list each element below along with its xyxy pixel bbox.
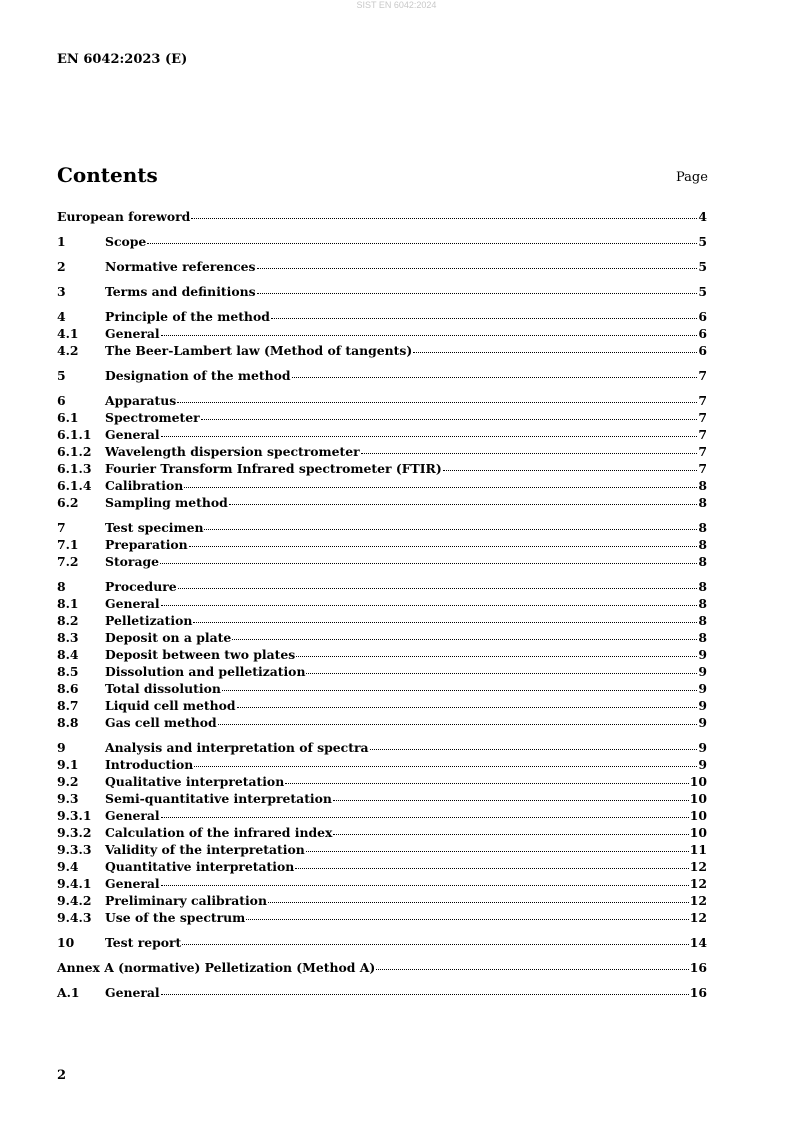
toc-entry-page: 9: [698, 698, 707, 713]
toc-entry-title: Storage: [105, 554, 160, 569]
dot-leader: [246, 918, 688, 920]
dot-leader: [161, 604, 698, 606]
dot-leader: [161, 816, 689, 818]
toc-entry-number: 1: [57, 234, 66, 249]
toc-entry-title: Wavelength dispersion spectrometer: [105, 444, 360, 459]
dot-leader: [178, 587, 698, 589]
toc-entry[interactable]: [57, 426, 707, 443]
toc-entry-title: Calibration: [105, 478, 184, 493]
toc-entry-page: 9: [698, 664, 707, 679]
toc-entry[interactable]: [57, 909, 707, 926]
dot-leader: [161, 884, 689, 886]
toc-entry[interactable]: [57, 892, 707, 909]
toc-entry-page: 6: [698, 326, 707, 341]
dot-leader: [201, 418, 698, 420]
toc-entry-page: 12: [689, 893, 707, 908]
toc-entry-page: 12: [689, 876, 707, 891]
toc-entry-title: Qualitative interpretation: [105, 774, 285, 789]
table-of-contents: [57, 208, 707, 1001]
toc-entry-page: 6: [698, 309, 707, 324]
dot-leader: [237, 706, 698, 708]
dot-leader: [306, 850, 689, 852]
toc-entry[interactable]: [57, 680, 707, 697]
toc-entry[interactable]: [57, 536, 707, 553]
toc-entry[interactable]: [57, 308, 707, 325]
toc-entry-page: 10: [689, 808, 707, 823]
toc-entry-page: 7: [698, 444, 707, 459]
toc-entry[interactable]: [57, 646, 707, 663]
toc-entry-number: 9.3.3: [57, 842, 92, 857]
dot-leader: [204, 528, 697, 530]
page-number: 2: [57, 1068, 67, 1083]
dot-leader: [376, 968, 689, 970]
toc-entry-number: 8.5: [57, 664, 79, 679]
toc-entry-title: Introduction: [105, 757, 194, 772]
toc-entry-number: 9: [57, 740, 66, 755]
toc-entry-page: 8: [698, 537, 707, 552]
toc-entry-annex-a[interactable]: [57, 959, 707, 976]
toc-entry-number: 8.7: [57, 698, 79, 713]
toc-entry[interactable]: [57, 934, 707, 951]
toc-entry[interactable]: [57, 519, 707, 536]
dot-leader: [194, 765, 697, 767]
toc-entry-title: Deposit on a plate: [105, 630, 232, 645]
toc-entry[interactable]: [57, 233, 707, 250]
toc-entry-page: 8: [698, 596, 707, 611]
toc-entry[interactable]: [57, 443, 707, 460]
dot-leader: [271, 317, 698, 319]
toc-entry-page: 9: [698, 740, 707, 755]
toc-entry[interactable]: [57, 756, 707, 773]
toc-entry-page: 8: [698, 554, 707, 569]
toc-entry[interactable]: [57, 460, 707, 477]
dot-leader: [296, 655, 697, 657]
dot-leader: [285, 782, 689, 784]
toc-entry-page: 10: [689, 791, 707, 806]
toc-entry-title: Semi-quantitative interpretation: [105, 791, 332, 806]
toc-entry[interactable]: [57, 595, 707, 612]
toc-entry-title: Deposit between two plates: [105, 647, 296, 662]
toc-entry-page: 7: [698, 410, 707, 425]
toc-entry-title: Terms and definitions: [105, 284, 256, 299]
toc-entry-number: 7.2: [57, 554, 79, 569]
toc-entry-page: 16: [689, 960, 707, 975]
toc-entry[interactable]: [57, 739, 707, 756]
toc-entry-title: Gas cell method: [105, 715, 217, 730]
dot-leader: [268, 901, 689, 903]
toc-entry[interactable]: [57, 553, 707, 570]
toc-entry[interactable]: [57, 714, 707, 731]
toc-entry[interactable]: [57, 409, 707, 426]
toc-entry[interactable]: [57, 494, 707, 511]
toc-entry-page: 11: [689, 842, 707, 857]
toc-entry-number: 6.1.4: [57, 478, 92, 493]
toc-entry[interactable]: [57, 984, 707, 1001]
toc-entry[interactable]: [57, 824, 707, 841]
toc-entry-number: 8.3: [57, 630, 79, 645]
toc-entry-title: Designation of the method: [105, 368, 291, 383]
toc-entry-page: 8: [698, 478, 707, 493]
toc-entry-page: 7: [698, 368, 707, 383]
toc-entry-number: 6: [57, 393, 66, 408]
watermark: SIST EN 6042:2024: [356, 0, 437, 10]
dot-leader: [161, 993, 689, 995]
toc-entry[interactable]: [57, 697, 707, 714]
toc-entry-title: General: [105, 596, 160, 611]
toc-entry-number: 9.4.2: [57, 893, 92, 908]
dot-leader: [333, 833, 688, 835]
toc-entry-title: Scope: [105, 234, 147, 249]
toc-entry-page: 9: [698, 647, 707, 662]
toc-entry-page: 4: [698, 209, 707, 224]
toc-entry-number: 4.1: [57, 326, 79, 341]
dot-leader: [232, 638, 697, 640]
toc-entry-page: 7: [698, 427, 707, 442]
toc-entry-number: 9.4.1: [57, 876, 92, 891]
toc-entry[interactable]: [57, 790, 707, 807]
toc-entry-number: 7.1: [57, 537, 79, 552]
dot-leader: [191, 217, 697, 219]
toc-entry-number: 2: [57, 259, 66, 274]
toc-entry[interactable]: [57, 612, 707, 629]
dot-leader: [257, 292, 698, 294]
toc-entry[interactable]: [57, 477, 707, 494]
dot-leader: [257, 267, 698, 269]
toc-entry[interactable]: [57, 578, 707, 595]
toc-entry-page: 7: [698, 393, 707, 408]
toc-entry-number: 4: [57, 309, 66, 324]
dot-leader: [193, 621, 697, 623]
toc-entry-number: 6.1.2: [57, 444, 92, 459]
toc-entry-title: Dissolution and pelletization: [105, 664, 306, 679]
toc-entry-page: 8: [698, 579, 707, 594]
toc-entry-number: 8.1: [57, 596, 79, 611]
toc-entry-title: Preliminary calibration: [105, 893, 267, 908]
dot-leader: [229, 503, 698, 505]
dot-leader: [370, 748, 698, 750]
dot-leader: [443, 469, 698, 471]
toc-entry-number: 9.3: [57, 791, 79, 806]
dot-leader: [333, 799, 689, 801]
toc-entry-title: Test specimen: [105, 520, 204, 535]
toc-entry-page: 12: [689, 859, 707, 874]
dot-leader: [161, 435, 698, 437]
toc-entry-title: Apparatus: [105, 393, 177, 408]
toc-entry[interactable]: [57, 841, 707, 858]
toc-entry-number: 6.1: [57, 410, 79, 425]
toc-entry-page: 8: [698, 630, 707, 645]
toc-entry-number: 8.4: [57, 647, 79, 662]
toc-entry-title: General: [105, 985, 160, 1000]
dot-leader: [177, 401, 697, 403]
dot-leader: [189, 545, 698, 547]
toc-entry-number: 9.3.2: [57, 825, 92, 840]
page-column-label: Page: [676, 170, 708, 185]
toc-entry-number: 9.3.1: [57, 808, 92, 823]
toc-entry-title: General: [105, 326, 160, 341]
contents-title: Contents: [57, 163, 158, 187]
toc-entry-title: Calculation of the infrared index: [105, 825, 333, 840]
toc-entry[interactable]: [57, 283, 707, 300]
toc-entry-title: Principle of the method: [105, 309, 270, 324]
toc-entry-title: Total dissolution: [105, 681, 221, 696]
toc-entry-number: 8.2: [57, 613, 79, 628]
toc-entry-title: Procedure: [105, 579, 177, 594]
toc-entry-title: Use of the spectrum: [105, 910, 246, 925]
toc-entry-number: A.1: [57, 985, 80, 1000]
toc-entry[interactable]: [57, 858, 707, 875]
dot-leader: [161, 334, 698, 336]
toc-entry-foreword[interactable]: [57, 208, 707, 225]
toc-entry[interactable]: [57, 258, 707, 275]
toc-entry-title: European foreword: [57, 209, 191, 224]
toc-entry-page: 10: [689, 825, 707, 840]
toc-entry-title: Sampling method: [105, 495, 228, 510]
toc-entry-number: 6.1.1: [57, 427, 92, 442]
toc-entry-number: 8.8: [57, 715, 79, 730]
toc-entry-title: Spectrometer: [105, 410, 200, 425]
toc-entry-page: 9: [698, 681, 707, 696]
toc-entry[interactable]: [57, 367, 707, 384]
toc-entry-page: 7: [698, 461, 707, 476]
toc-entry-title: Annex A (normative) Pelletization (Method A): [57, 960, 376, 975]
toc-entry[interactable]: [57, 773, 707, 790]
toc-entry-number: 8.6: [57, 681, 79, 696]
toc-entry-number: 9.4: [57, 859, 79, 874]
toc-entry-number: 10: [57, 935, 75, 950]
toc-entry-title: Preparation: [105, 537, 188, 552]
toc-entry-page: 10: [689, 774, 707, 789]
toc-entry-number: 6.1.3: [57, 461, 92, 476]
dot-leader: [182, 943, 688, 945]
toc-entry-title: Validity of the interpretation: [105, 842, 305, 857]
toc-entry-title: The Beer-Lambert law (Method of tangents): [105, 343, 413, 358]
dot-leader: [292, 376, 698, 378]
toc-entry-number: 3: [57, 284, 66, 299]
dot-leader: [160, 562, 697, 564]
toc-entry[interactable]: [57, 807, 707, 824]
toc-entry-title: General: [105, 427, 160, 442]
toc-entry-page: 5: [698, 284, 707, 299]
toc-entry-number: 9.4.3: [57, 910, 92, 925]
toc-entry[interactable]: [57, 392, 707, 409]
toc-entry-number: 7: [57, 520, 66, 535]
document-id: EN 6042:2023 (E): [57, 52, 188, 67]
toc-entry-page: 9: [698, 715, 707, 730]
dot-leader: [413, 351, 697, 353]
dot-leader: [222, 689, 698, 691]
toc-entry-title: General: [105, 808, 160, 823]
dot-leader: [184, 486, 697, 488]
toc-entry-number: 9.2: [57, 774, 79, 789]
toc-entry[interactable]: [57, 629, 707, 646]
toc-entry-page: 8: [698, 613, 707, 628]
toc-entry-page: 5: [698, 259, 707, 274]
toc-entry-title: General: [105, 876, 160, 891]
toc-entry[interactable]: [57, 663, 707, 680]
toc-entry-number: 5: [57, 368, 66, 383]
toc-entry-title: Liquid cell method: [105, 698, 236, 713]
toc-entry-number: 4.2: [57, 343, 79, 358]
dot-leader: [295, 867, 689, 869]
dot-leader: [306, 672, 697, 674]
toc-entry-page: 5: [698, 234, 707, 249]
toc-entry-title: Normative references: [105, 259, 256, 274]
toc-entry[interactable]: [57, 325, 707, 342]
toc-entry-number: 9.1: [57, 757, 79, 772]
toc-entry-page: 14: [689, 935, 707, 950]
dot-leader: [361, 452, 698, 454]
toc-entry-title: Fourier Transform Infrared spectrometer (FTIR): [105, 461, 442, 476]
toc-entry-page: 6: [698, 343, 707, 358]
toc-entry-page: 8: [698, 495, 707, 510]
toc-entry-page: 9: [698, 757, 707, 772]
toc-entry-page: 8: [698, 520, 707, 535]
toc-entry-number: 8: [57, 579, 66, 594]
dot-leader: [218, 723, 698, 725]
toc-entry-title: Analysis and interpretation of spectra: [105, 740, 369, 755]
toc-entry[interactable]: [57, 875, 707, 892]
toc-entry-title: Pelletization: [105, 613, 193, 628]
toc-entry-title: Quantitative interpretation: [105, 859, 295, 874]
toc-entry-page: 12: [689, 910, 707, 925]
toc-entry-page: 16: [689, 985, 707, 1000]
toc-entry-title: Test report: [105, 935, 182, 950]
dot-leader: [147, 242, 697, 244]
toc-entry-number: 6.2: [57, 495, 79, 510]
toc-entry[interactable]: [57, 342, 707, 359]
